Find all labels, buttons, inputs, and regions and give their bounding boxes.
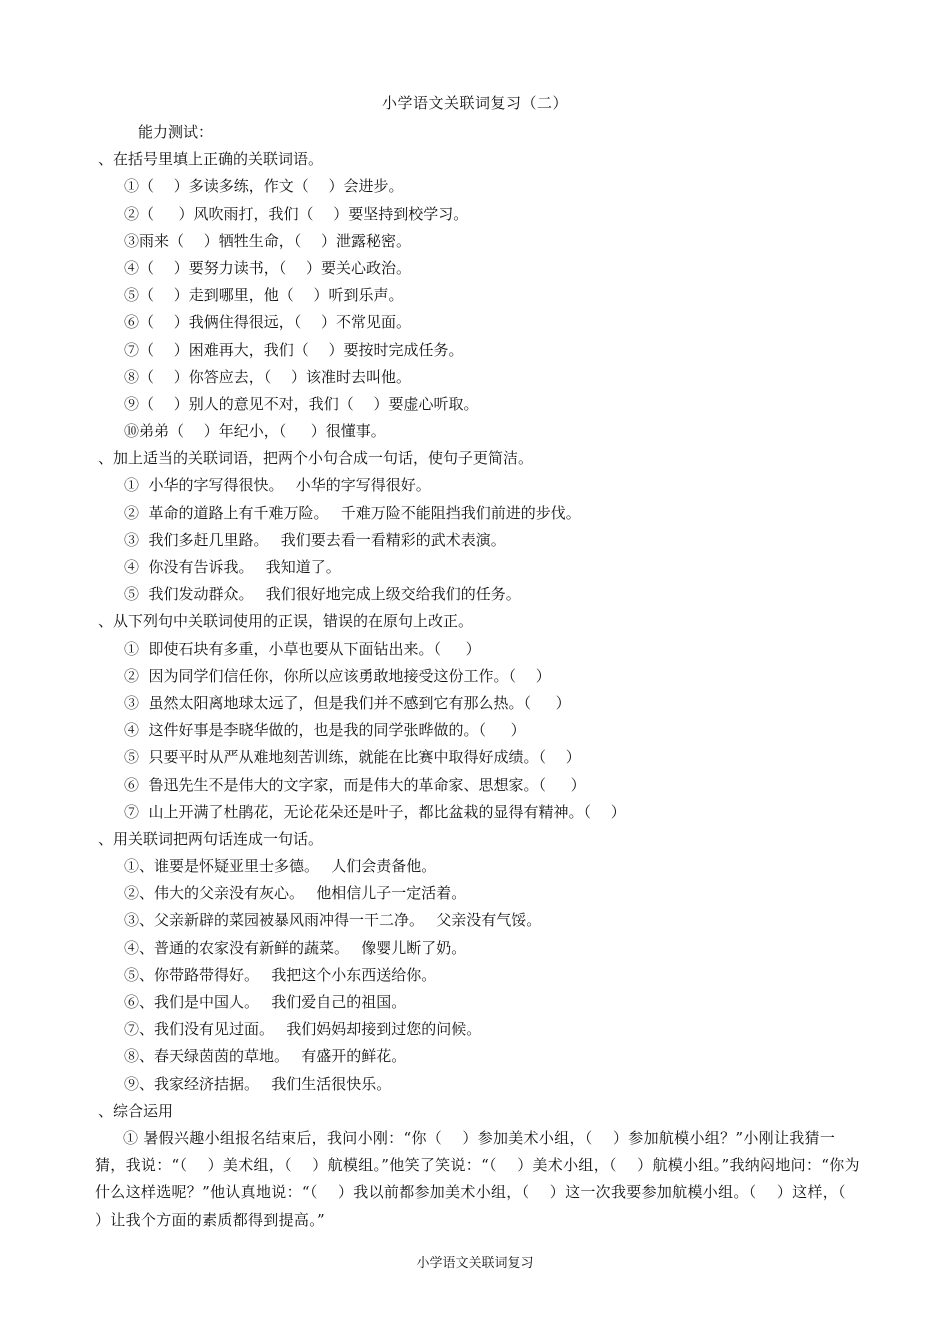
exercise-item: ⑤、你带路带得好。 我把这个小东西送给你。	[124, 965, 437, 984]
exercise-item: ③、父亲新辟的菜园被暴风雨冲得一干二净。 父亲没有气馁。	[124, 911, 542, 930]
exercise-item: ②、伟大的父亲没有灰心。 他相信儿子一定活着。	[124, 884, 467, 903]
exercise-item: ③雨来（ ）牺牲生命，（ ）泄露秘密。	[124, 231, 412, 250]
comprehensive-paragraph	[0, 1125, 950, 1234]
exercise-item: ④ 这件好事是李晓华做的，也是我的同学张晔做的。（ ）	[124, 721, 526, 740]
exercise-item: ③ 虽然太阳离地球太远了，但是我们并不感到它有那么热。（ ）	[124, 693, 571, 712]
exercise-item: ⑥ 鲁迅先生不是伟大的文字家，而是伟大的革命家、思想家。（ ）	[124, 775, 586, 794]
exercise-item: ①、谁要是怀疑亚里士多德。 人们会责备他。	[124, 857, 437, 876]
exercise-item: ⑧、春天绿茵茵的草地。 有盛开的鲜花。	[124, 1047, 407, 1066]
exercise-item: ⑥（ ）我俩住得很远，（ ）不常见面。	[124, 313, 412, 332]
section-heading: 、从下列句中关联词使用的正误，错误的在原句上改正。	[98, 612, 474, 631]
exercise-item: ⑦、我们没有见过面。 我们妈妈却接到过您的问候。	[124, 1020, 482, 1039]
exercise-item: ⑨、我家经济拮据。 我们生活很快乐。	[124, 1074, 392, 1093]
section-heading: 、综合运用	[98, 1101, 174, 1120]
exercise-item: ②（ ）风吹雨打，我们（ ）要坚持到校学习。	[124, 204, 469, 223]
page-footer: 小学语文关联词复习	[416, 1256, 534, 1271]
exercise-item: ①（ ）多读多练，作文（ ）会进步。	[124, 177, 404, 196]
exercise-item: ① 即使石块有多重，小草也要从下面钻出来。（ ）	[124, 639, 481, 658]
exercise-item: ⑤ 只要平时从严从难地刻苦训练，就能在比赛中取得好成绩。（ ）	[124, 748, 581, 767]
intro-label: 能力测试：	[138, 123, 214, 141]
exercise-item: ⑤（ ）走到哪里，他（ ）听到乐声。	[124, 286, 404, 305]
exercise-item: ③ 我们多赶几里路。 我们要去看一看精彩的武术表演。	[124, 530, 506, 549]
paragraph-text: ① 暑假兴趣小组报名结束后，我问小刚：“你（ ）参加美术小组，（ ）参加航模小组？”小刚让我猜一猜，我说：“（ ）美术组，（ ）航模组。”他笑了笑说：“（ ）美术小组，（ ）航模小组。”我纳闷地问：“你为什么这样选呢？”他认真地说：“（ ）我以前都参加美术小组，（ ）这一次我要参加航模小组。（ ）这样，（ ）让我个方面的素质都得到提高。”	[95, 1128, 867, 1229]
exercise-item: ⑥、我们是中国人。 我们爱自己的祖国。	[124, 993, 407, 1011]
section-heading: 、在括号里填上正确的关联词语。	[98, 150, 324, 169]
exercise-item: ④、普通的农家没有新鲜的蔬菜。 像婴儿断了奶。	[124, 938, 467, 957]
exercise-item: ⑦ 山上开满了杜鹃花，无论花朵还是叶子，都比盆栽的显得有精神。（ ）	[124, 802, 626, 821]
exercise-item: ④（ ）要努力读书，（ ）要关心政治。	[124, 258, 412, 277]
exercise-item: ⑧（ ）你答应去，（ ）该准时去叫他。	[124, 367, 412, 386]
exercise-item: ② 因为同学们信任你，你所以应该勇敢地接受这份工作。（ ）	[124, 666, 551, 685]
exercise-item: ⑦（ ）困难再大，我们（ ）要按时完成任务。	[124, 340, 464, 359]
page-title: 小学语文关联词复习（二）	[381, 94, 568, 112]
exercise-item: ⑤ 我们发动群众。 我们很好地完成上级交给我们的任务。	[124, 585, 521, 604]
section-heading: 、用关联词把两句话连成一句话。	[98, 829, 324, 848]
exercise-item: ⑩弟弟（ ）年纪小，（ ）很懂事。	[124, 422, 386, 441]
exercise-item: ⑨（ ）别人的意见不对，我们（ ）要虚心听取。	[124, 394, 479, 413]
section-heading: 、加上适当的关联词语，把两个小句合成一句话，使句子更简洁。	[98, 449, 534, 468]
exercise-item: ② 革命的道路上有千难万险。 千难万险不能阻挡我们前进的步伐。	[124, 503, 581, 522]
exercise-item: ① 小华的字写得很快。 小华的字写得很好。	[124, 476, 431, 495]
exercise-item: ④ 你没有告诉我。 我知道了。	[124, 558, 341, 576]
document-body	[0, 119, 950, 1234]
